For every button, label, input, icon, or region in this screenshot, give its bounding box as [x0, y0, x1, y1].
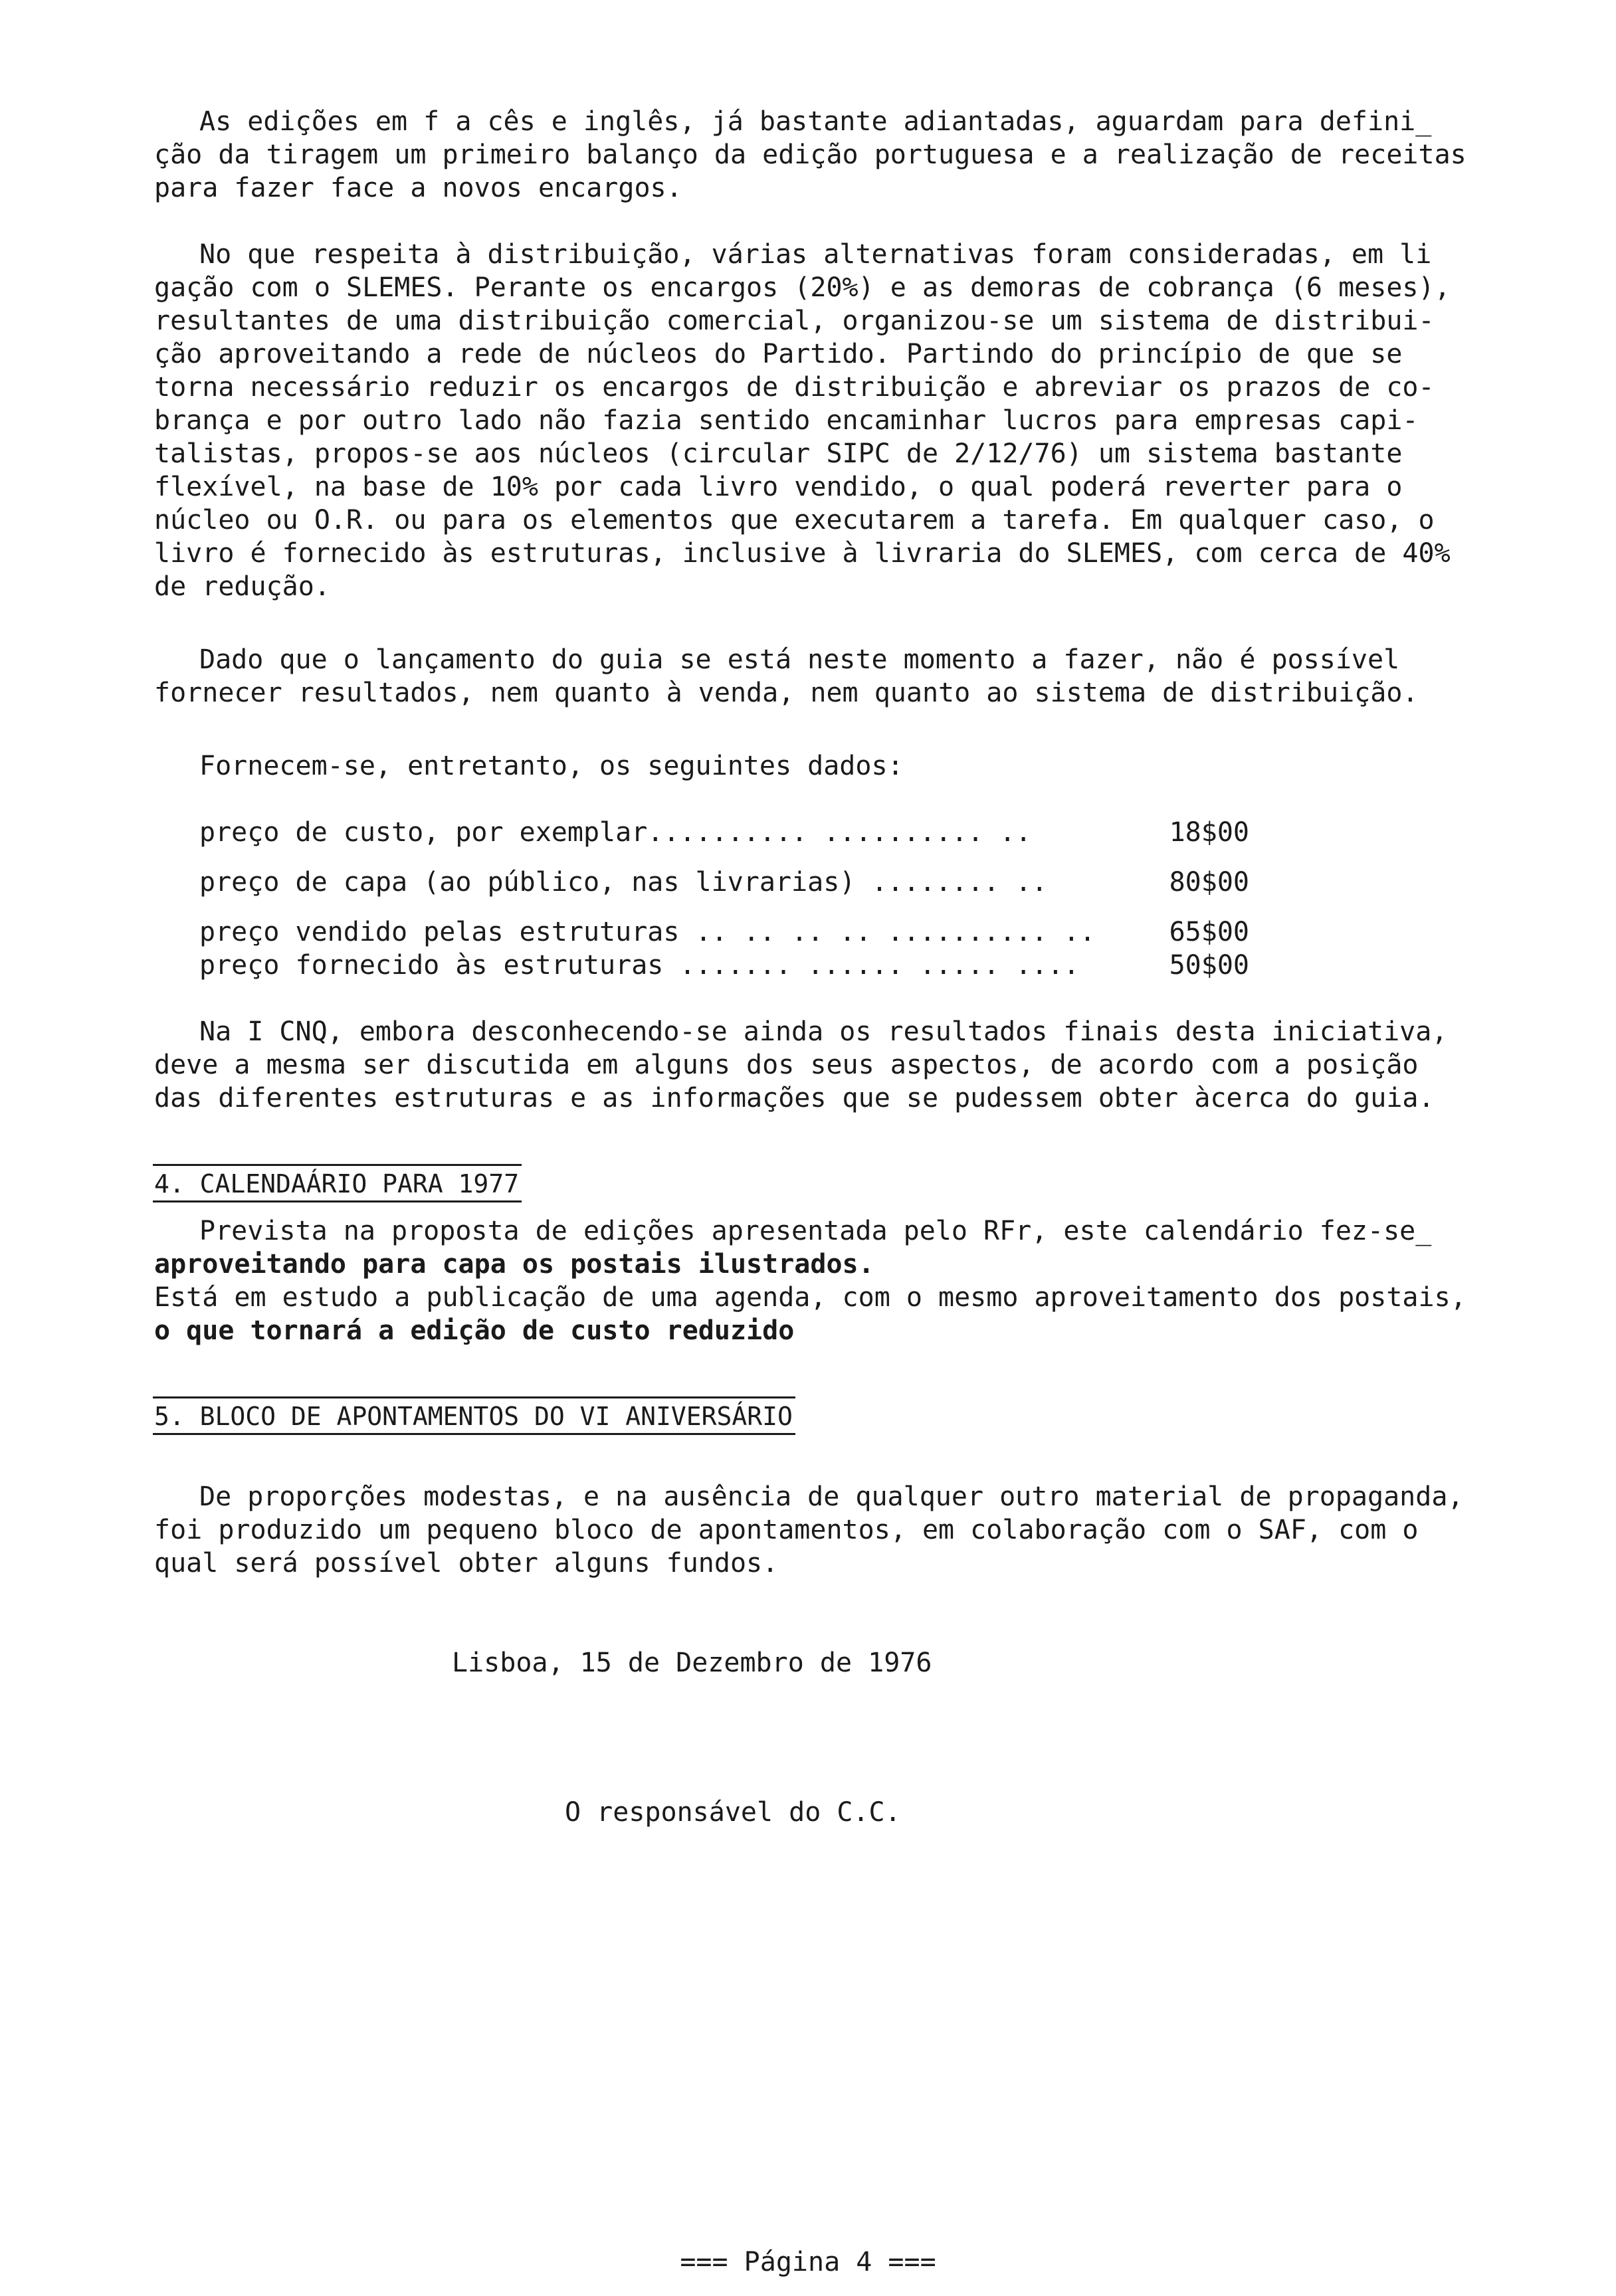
section-5-line-2: foi produzido um pequeno bloco de apontamentos, em colaboração com o SAF, com o — [154, 1515, 1419, 1545]
distribution-line-5: torna necessário reduzir os encargos de distribuição e abreviar os prazos de co- — [154, 372, 1435, 403]
page-footer: === Página 4 === — [680, 2247, 936, 2277]
section-5-heading: 5. BLOCO DE APONTAMENTOS DO VI ANIVERSÁRIO — [153, 1396, 795, 1435]
distribution-line-4: ção aproveitando a rede de núcleos do Partido. Partindo do princípio de que se — [154, 339, 1403, 369]
launch-line-1: Dado que o lançamento do guia se está neste momento a fazer, não é possível — [199, 644, 1400, 675]
distribution-line-6: brança e por outro lado não fazia sentido encaminhar lucros para empresas capi- — [154, 405, 1419, 436]
price-label-sold: preço vendido pelas estruturas .. .. .. .. .......... .. — [199, 917, 1096, 947]
price-value-supplied: 50$00 — [1169, 950, 1249, 981]
section-4-line-2: aproveitando para capa os postais ilustrados. — [154, 1249, 874, 1280]
price-label-supplied: preço fornecido às estruturas ....... ...... ..... .... — [199, 950, 1080, 981]
section-4-heading: 4. CALENDAÁRIO PARA 1977 — [153, 1164, 522, 1202]
price-value-sold: 65$00 — [1169, 917, 1249, 947]
distribution-line-1: No que respeita à distribuição, várias alternativas foram consideradas, em li — [199, 239, 1432, 270]
signature-line: O responsável do C.C. — [565, 1797, 901, 1828]
section-4-line-1: Prevista na proposta de edições apresentada pelo RFr, este calendário fez-se_ — [199, 1216, 1432, 1246]
distribution-line-9: núcleo ou O.R. ou para os elementos que executarem a tarefa. Em qualquer caso, o — [154, 505, 1435, 535]
section-5-line-1: De proporções modestas, e na ausência de qualquer outro material de propaganda, — [199, 1482, 1464, 1512]
cnq-line-3: das diferentes estruturas e as informações que se pudessem obter àcerca do guia. — [154, 1083, 1435, 1113]
section-4-line-3: Está em estudo a publicação de uma agenda, com o mesmo aproveitamento dos postais, — [154, 1282, 1466, 1313]
section-5-line-3: qual será possível obter alguns fundos. — [154, 1548, 779, 1578]
distribution-line-2: gação com o SLEMES. Perante os encargos (20%) e as demoras de cobrança (6 meses), — [154, 272, 1451, 303]
price-label-cover: preço de capa (ao público, nas livrarias) ........ .. — [199, 867, 1048, 898]
intro-line-3: para fazer face a novos encargos. — [154, 173, 682, 203]
launch-line-2: fornecer resultados, nem quanto à venda, nem quanto ao sistema de distribuição. — [154, 678, 1419, 708]
distribution-line-10: livro é fornecido às estruturas, inclusive à livraria do SLEMES, com cerca de 40% — [154, 538, 1451, 569]
price-label-cost: preço de custo, por exemplar.......... .......... .. — [199, 817, 1032, 848]
price-value-cost: 18$00 — [1169, 817, 1249, 848]
date-line: Lisboa, 15 de Dezembro de 1976 — [452, 1648, 932, 1678]
distribution-line-11: de redução. — [154, 571, 330, 602]
distribution-line-7: talistas, propos-se aos núcleos (circular SIPC de 2/12/76) um sistema bastante — [154, 438, 1403, 469]
section-4-line-4: o que tornará a edição de custo reduzido — [154, 1315, 795, 1346]
intro-line-2: ção da tiragem um primeiro balanço da edição portuguesa e a realização de receitas — [154, 140, 1466, 170]
distribution-line-3: resultantes de uma distribuição comercial, organizou-se um sistema de distribui- — [154, 306, 1435, 336]
cnq-line-1: Na I CNQ, embora desconhecendo-se ainda os resultados finais desta iniciativa, — [199, 1016, 1448, 1047]
cnq-line-2: deve a mesma ser discutida em alguns dos seus aspectos, de acordo com a posição — [154, 1050, 1419, 1080]
price-value-cover: 80$00 — [1169, 867, 1249, 898]
distribution-line-8: flexível, na base de 10% por cada livro vendido, o qual poderá reverter para o — [154, 472, 1403, 502]
data-intro: Fornecem-se, entretanto, os seguintes dados: — [199, 751, 904, 781]
intro-line-1: As edições em f a cês e inglês, já bastante adiantadas, aguardam para defini_ — [199, 106, 1432, 137]
